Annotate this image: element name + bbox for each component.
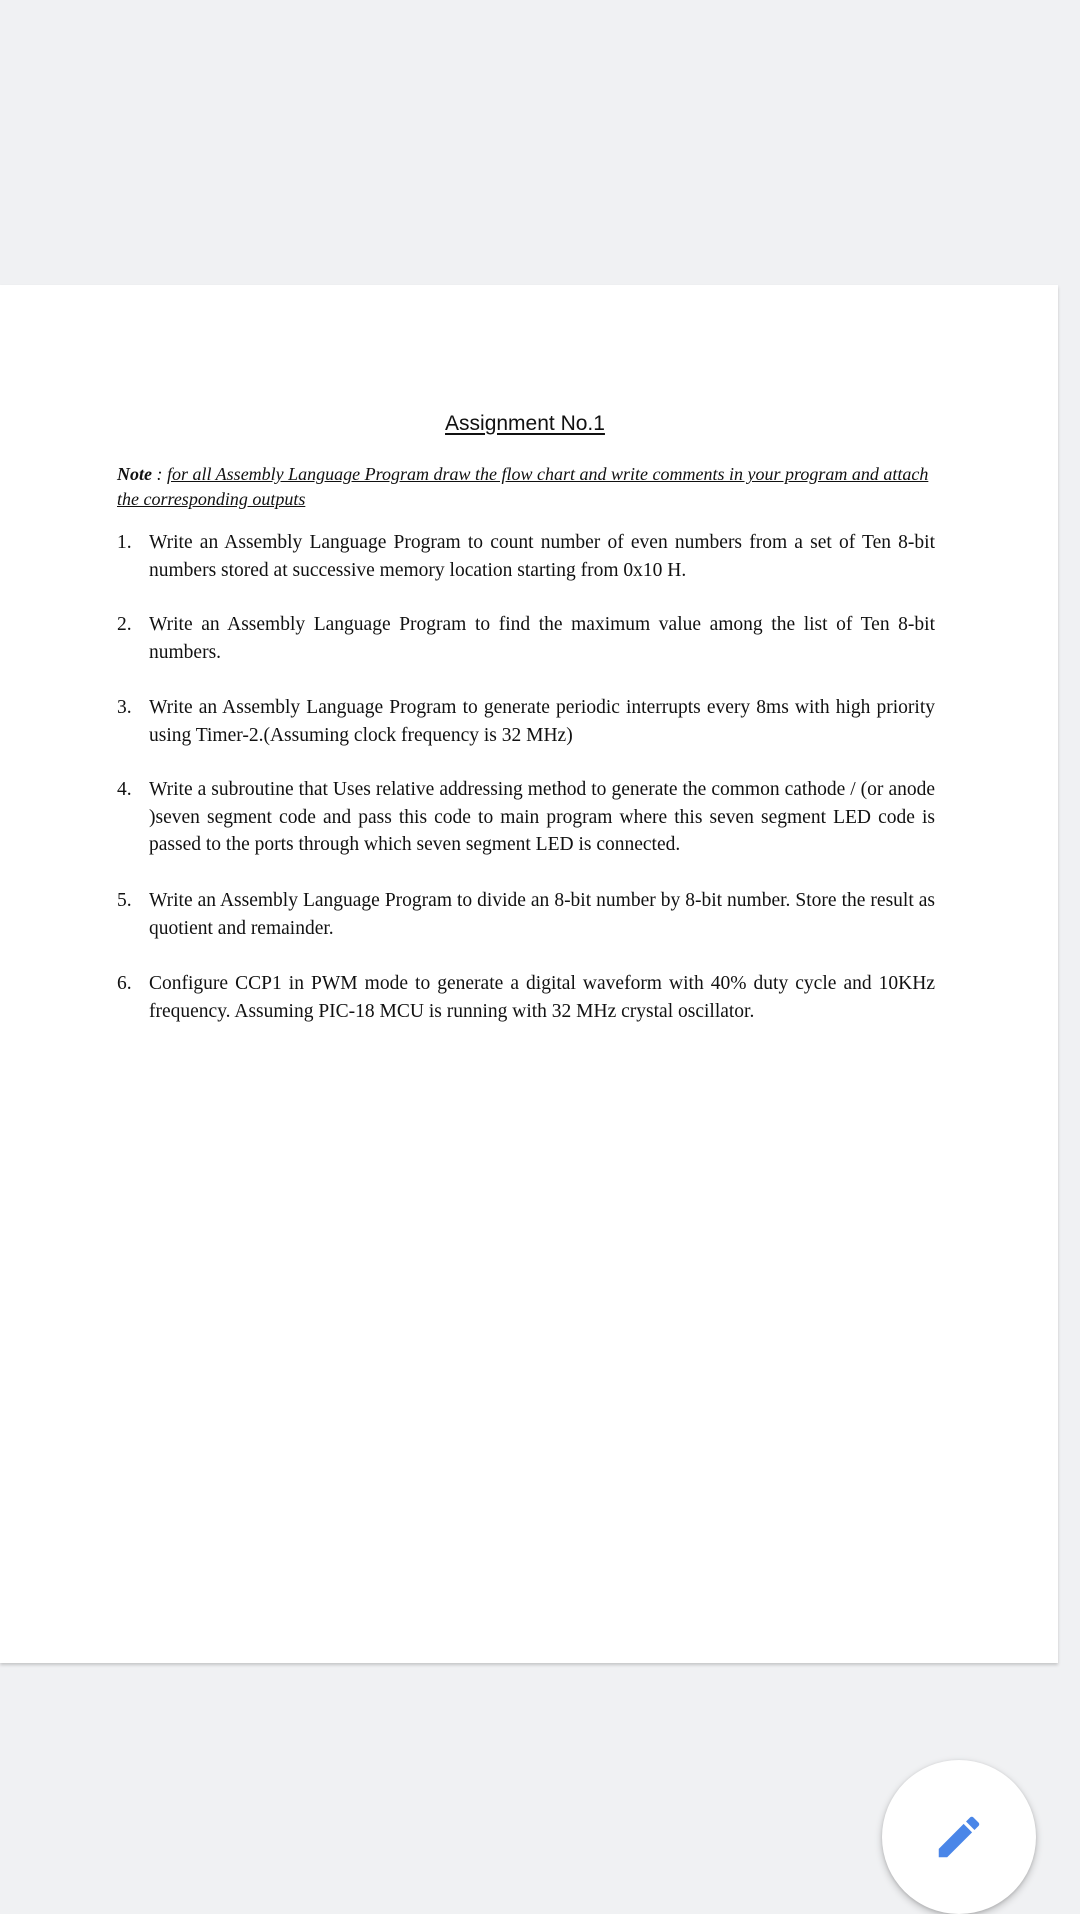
question-text: Configure CCP1 in PWM mode to generate a digital waveform with 40% duty cycle and 10KHz frequency. Assuming PIC-18 MCU is running with 32 MHz crystal oscillator. — [149, 973, 935, 1022]
question-item — [117, 887, 935, 942]
question-number: 1. — [117, 532, 132, 553]
question-number: 5. — [117, 890, 132, 911]
question-text: Write an Assembly Language Program to find the maximum value among the list of Ten 8-bit numbers. — [149, 614, 935, 663]
question-text: Write an Assembly Language Program to divide an 8-bit number by 8-bit number. Store the result as quotient and remainder. — [149, 890, 935, 939]
document-page — [0, 285, 1058, 1663]
question-text: Write an Assembly Language Program to generate periodic interrupts every 8ms with high priority using Timer-2.(Assuming clock frequency is 32 MHz) — [149, 697, 935, 746]
note-separator: : — [152, 464, 167, 484]
document-title: Assignment No.1 — [445, 412, 605, 435]
question-number: 4. — [117, 779, 132, 800]
edit-fab-button[interactable] — [882, 1760, 1036, 1914]
question-text: Write an Assembly Language Program to count number of even numbers from a set of Ten 8-bit numbers stored at successive memory location starting from 0x10 H. — [149, 532, 935, 581]
question-item — [117, 970, 935, 1025]
question-number: 2. — [117, 614, 132, 635]
question-item — [117, 529, 935, 584]
question-number: 6. — [117, 973, 132, 994]
question-item — [117, 694, 935, 749]
pencil-icon — [932, 1810, 986, 1864]
question-item — [117, 611, 935, 666]
note-label: Note — [117, 464, 152, 484]
assignment-note — [117, 462, 937, 512]
question-text: Write a subroutine that Uses relative addressing method to generate the common cathode / (or anode )seven segment code and pass this code to main program where this seven segment LED code is passed to the ports through which seven segment LED is connected. — [149, 779, 935, 855]
note-text: for all Assembly Language Program draw the flow chart and write comments in your program and attach the corresponding outputs — [117, 464, 929, 509]
question-item — [117, 776, 935, 859]
question-number: 3. — [117, 697, 132, 718]
